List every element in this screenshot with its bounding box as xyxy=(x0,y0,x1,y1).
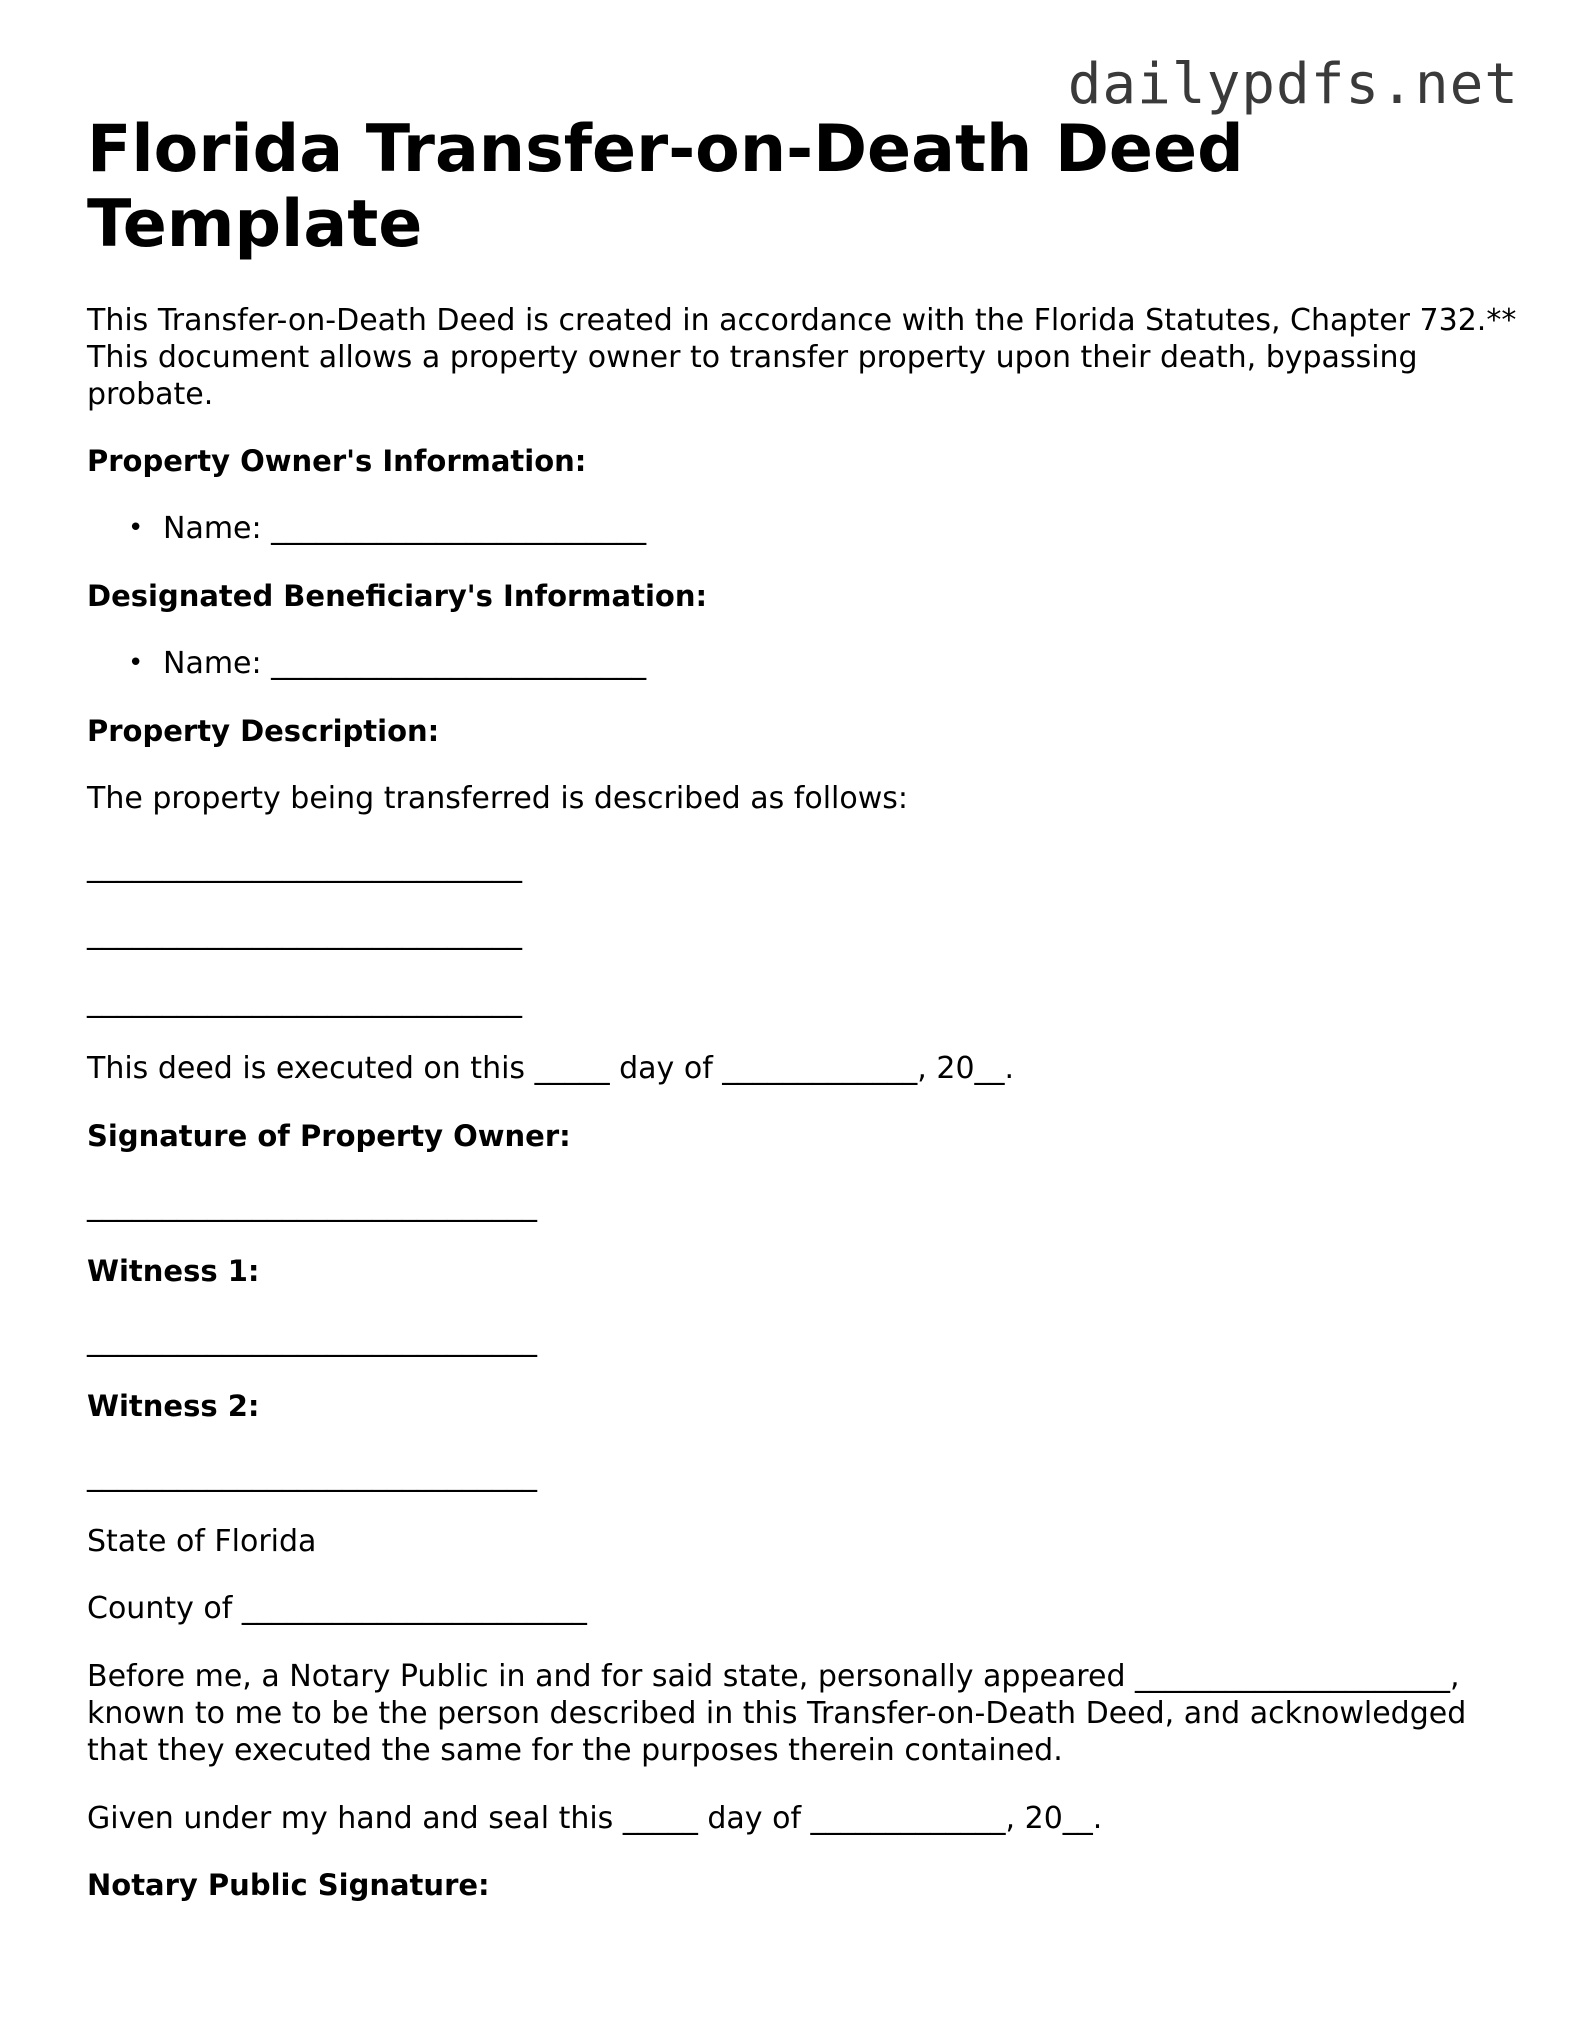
witness-1-heading: Witness 1: xyxy=(87,1254,260,1288)
notary-acknowledgment-paragraph: Before me, a Notary Public in and for said state, personally appeared _____________________, known to me to be the person described in this Transfer-on-Death Deed, and acknowledged that they executed the same for the purposes therein contained. xyxy=(87,1659,1467,1768)
beneficiary-name-item xyxy=(129,645,646,682)
execution-date-line: This deed is executed on this _____ day of _____________, 20__. xyxy=(87,1051,1015,1086)
owner-name-text: Name: _________________________ xyxy=(163,511,647,546)
witness-1-signature-line: ______________________________ xyxy=(87,1323,537,1358)
owner-info-heading: Property Owner's Information: xyxy=(87,444,587,478)
beneficiary-info-heading: Designated Beneficiary's Information: xyxy=(87,579,708,613)
property-description-heading: Property Description: xyxy=(87,714,440,748)
beneficiary-name-text: Name: _________________________ xyxy=(163,646,647,681)
document-title: Florida Transfer-on-Death Deed Template xyxy=(87,112,1244,262)
witness-2-signature-line: ______________________________ xyxy=(87,1458,537,1493)
notary-signature-heading: Notary Public Signature: xyxy=(87,1868,490,1902)
owner-signature-line: ______________________________ xyxy=(87,1188,537,1223)
intro-paragraph: This Transfer-on-Death Deed is created in accordance with the Florida Statutes, Chapter 732.** This document allows a property owner to transfer property upon their death, bypassing probate. xyxy=(87,303,1517,412)
seal-date-line: Given under my hand and seal this _____ day of _____________, 20__. xyxy=(87,1801,1103,1836)
property-blank-line-2: _____________________________ xyxy=(87,916,522,951)
property-blank-line-1: _____________________________ xyxy=(87,849,522,884)
owner-name-item xyxy=(129,510,646,547)
property-description-text: The property being transferred is described as follows: xyxy=(87,781,909,816)
state-line: State of Florida xyxy=(87,1524,317,1559)
property-blank-line-3: _____________________________ xyxy=(87,984,522,1019)
watermark: dailypdfs.net xyxy=(1067,52,1519,117)
county-line: County of _______________________ xyxy=(87,1591,587,1626)
witness-2-heading: Witness 2: xyxy=(87,1389,260,1423)
owner-signature-heading: Signature of Property Owner: xyxy=(87,1119,571,1153)
